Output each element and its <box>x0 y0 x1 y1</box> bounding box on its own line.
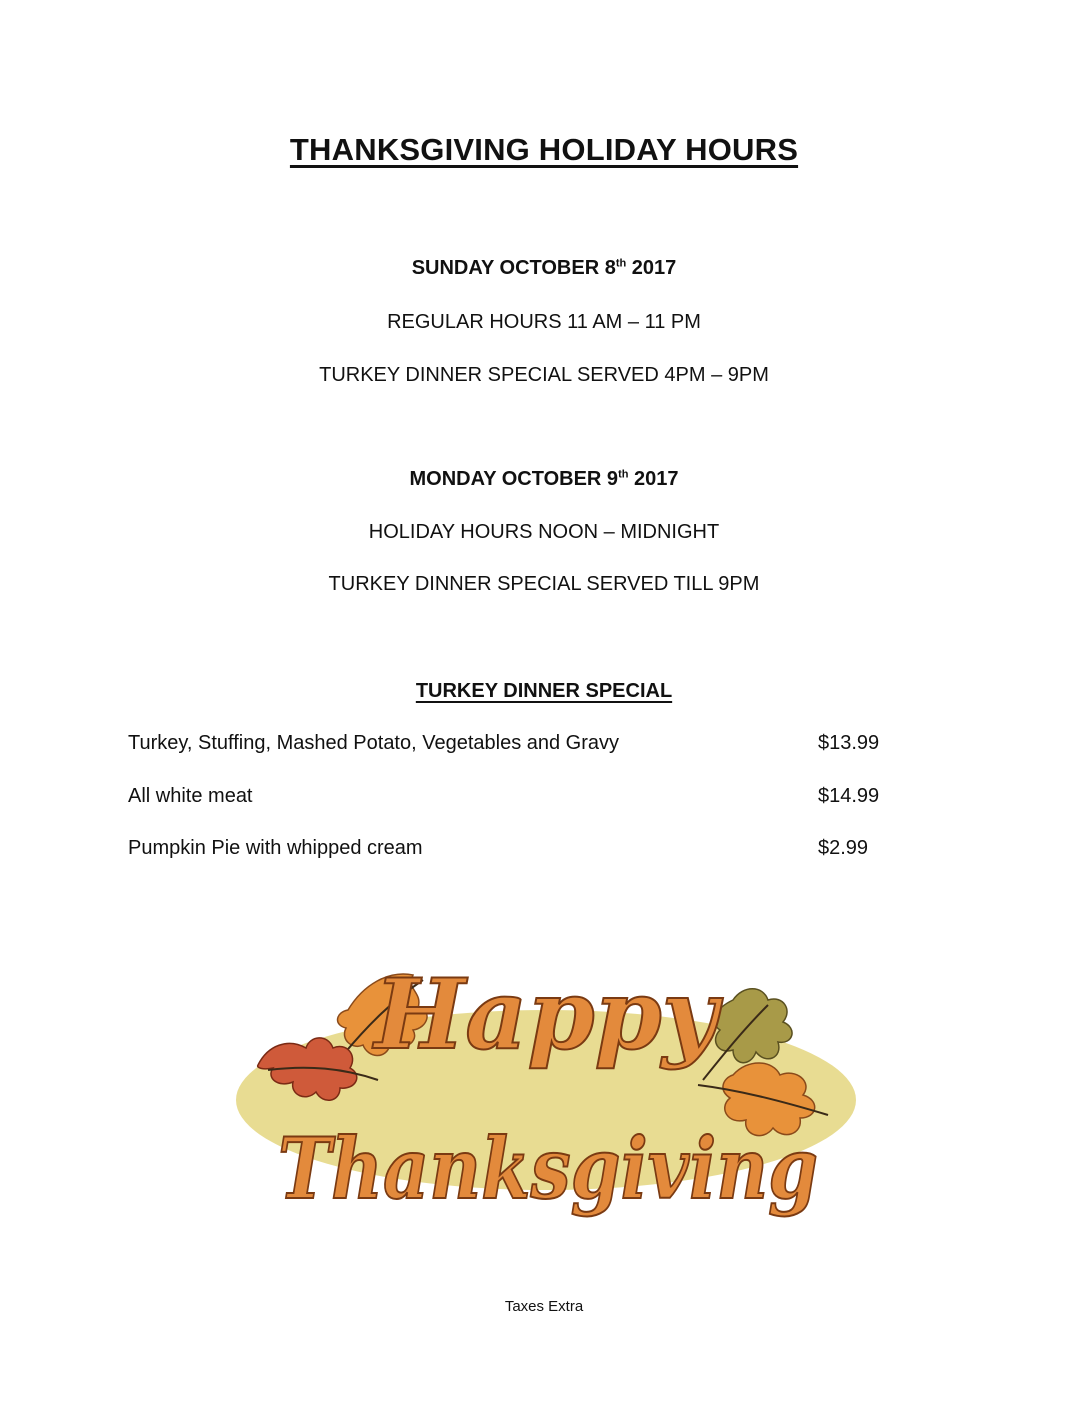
menu-item-name: Pumpkin Pie with whipped cream <box>128 837 423 859</box>
page-title: THANKSGIVING HOLIDAY HOURS <box>289 132 799 167</box>
monday-heading-year: 2017 <box>628 468 679 490</box>
menu-heading: TURKEY DINNER SPECIAL <box>415 680 673 702</box>
sunday-heading-date: SUNDAY OCTOBER 8 <box>411 257 616 279</box>
menu-item-price: $2.99 <box>818 837 869 859</box>
sunday-heading-ordinal: th <box>615 257 627 270</box>
artwork-thanksgiving-text: Thanksgiving <box>278 1119 818 1218</box>
sunday-hours: REGULAR HOURS 11 AM – 11 PM <box>387 311 701 333</box>
happy-thanksgiving-artwork <box>228 930 868 1270</box>
sunday-special: TURKEY DINNER SPECIAL SERVED 4PM – 9PM <box>319 364 769 386</box>
menu-item-name: Turkey, Stuffing, Mashed Potato, Vegetables and Gravy <box>128 732 620 754</box>
monday-heading-ordinal: th <box>618 468 629 481</box>
artwork-happy-text: Happy <box>374 958 718 1071</box>
monday-heading <box>0 468 1088 491</box>
taxes-note: Taxes Extra <box>504 1298 584 1315</box>
menu-item-name: All white meat <box>128 785 253 807</box>
menu-item-price: $13.99 <box>818 732 880 754</box>
sunday-heading <box>0 257 1088 280</box>
menu-item-price: $14.99 <box>818 785 880 807</box>
monday-special: TURKEY DINNER SPECIAL SERVED TILL 9PM <box>328 573 760 595</box>
sunday-heading-year: 2017 <box>626 257 677 279</box>
monday-hours: HOLIDAY HOURS NOON – MIDNIGHT <box>368 521 720 543</box>
monday-heading-date: MONDAY OCTOBER 9 <box>409 468 619 490</box>
